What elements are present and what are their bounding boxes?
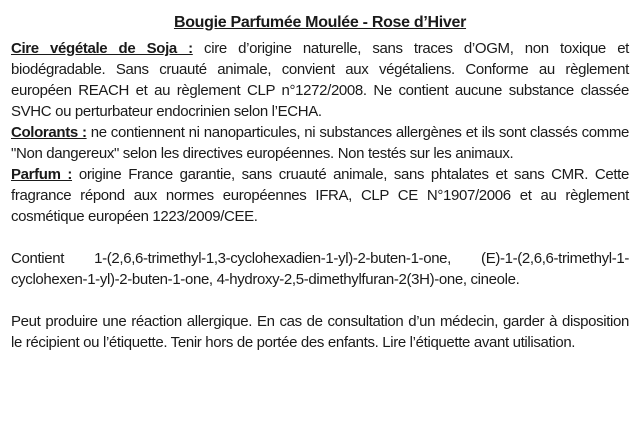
contains-allergens-paragraph: Contient 1-(2,6,6-trimethyl-1,3-cyclohexadien-1-yl)-2-buten-1-one, (E)-1-(2,6,6-trimethyl-1-cyclohexen-1-yl)-2-buten-1-one, 4-hydroxy-2,5-dimethylfuran-2(3H)-one, cineole.	[11, 250, 629, 288]
safety-warning-paragraph: Peut produire une réaction allergique. En cas de consultation d’un médecin, garder à disposition le récipient ou l’étiquette. Tenir hors de portée des enfants. Lire l’étiquette avant utilisation.	[11, 313, 629, 351]
product-label-document	[11, 12, 629, 353]
section-perfume	[11, 164, 629, 227]
section-text-colorants: ne contiennent ni nanoparticules, ni substances allergènes et ils sont classés comme "Non dangereux" selon les directives européennes. Non testés sur les animaux.	[11, 124, 629, 162]
section-label-perfume: Parfum :	[11, 166, 73, 183]
section-text-soy-wax: cire d’origine naturelle, sans traces d’OGM, non toxique et biodégradable. Sans cruauté animale, convient aux végétaliens. Conforme au règlement européen REACH et au règlement CLP n°1272/2008. Ne contient aucune substance classée SVHC ou perturbateur endocrinien selon l’ECHA.	[11, 40, 629, 120]
section-text-perfume: origine France garantie, sans cruauté animale, sans phtalates et sans CMR. Cette fragrance répond aux normes européennes IFRA, CLP CE N°1907/2006 et au règlement cosmétique européen 1223/2009/CEE.	[11, 166, 629, 225]
section-colorants	[11, 122, 629, 164]
paragraph-spacer	[11, 290, 629, 311]
section-label-soy-wax: Cire végétale de Soja :	[11, 40, 193, 57]
paragraph-spacer	[11, 227, 629, 248]
section-soy-wax	[11, 38, 629, 122]
document-title: Bougie Parfumée Moulée - Rose d’Hiver	[173, 14, 467, 31]
section-label-colorants: Colorants :	[11, 124, 87, 141]
